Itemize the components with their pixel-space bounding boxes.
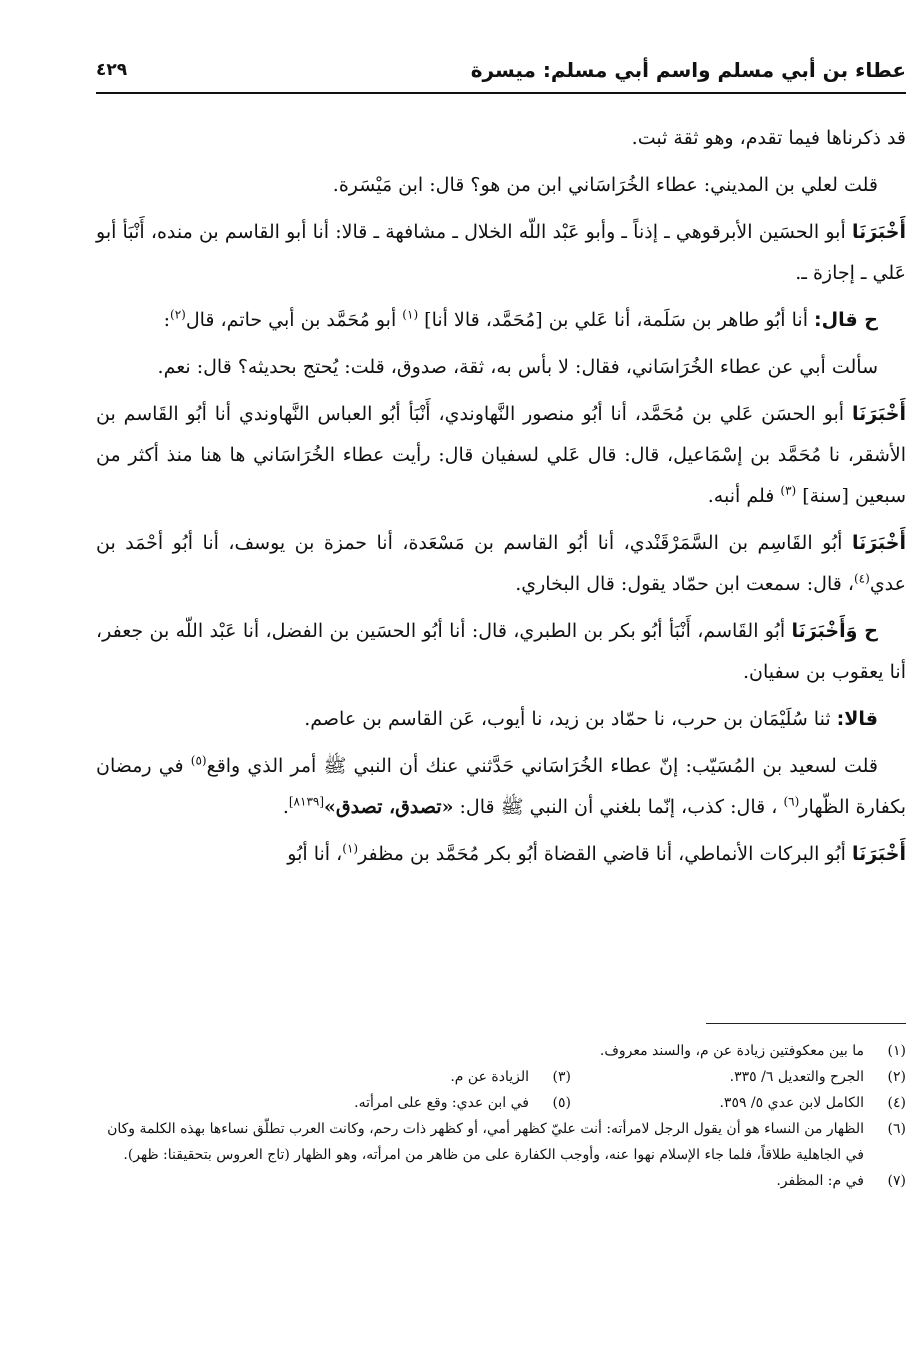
- footnote-text: الكامل لابن عدي ٥/ ٣٥٩.: [719, 1095, 864, 1111]
- isnad-keyword: ح وَأَخْبَرَنَا: [791, 620, 878, 642]
- paragraph: [96, 300, 906, 341]
- footnote-text: الجرح والتعديل ٦/ ٣٣٥.: [729, 1069, 864, 1085]
- paragraph-text: أبُو القَاسم، أَنْبَأ أبُو بكر بن الطبري، قال: أنا أبُو الحسَين بن الفضل، أنا عَبْد اللّه بن جعفر، أنا يعقوب بن سفيان.: [96, 620, 906, 683]
- paragraph: [96, 834, 906, 875]
- paragraph-text: ثنا سُلَيْمَان بن حرب، نا حمّاد بن زيد، نا أيوب، عَن القاسم بن عاصم.: [304, 708, 831, 730]
- footnote: [96, 1168, 906, 1194]
- paragraph-text: أبُو البركات الأنماطي، أنا قاضي القضاة أبُو بكر مُحَمَّد بن مظفر: [358, 843, 846, 865]
- footnote-text: في ابن عدي: وقع على امرأته.: [354, 1095, 529, 1111]
- paragraph-text: في رمضان بكفارة الظّهار: [96, 755, 906, 818]
- footnote: [571, 1090, 906, 1116]
- paragraph-text: ، أنا أبُو: [287, 843, 343, 865]
- footnote-text: الظهار من النساء هو أن يقول الرجل لامرأته: أنت عليّ كظهر أمي، أو كظهر ذات رحم، وكانت العرب تطلّق نساءها بهذه الكلمة وكان في الجاهلية طلاقاً، فلما جاء الإسلام نهوا عنه، وأوجب الكفارة على من ظاهر من امرأته، وهو الظهار (تاج العروس بتحقيقنا: ظهر).: [107, 1121, 864, 1163]
- paragraph: [96, 347, 906, 388]
- footnote-number: (٥): [552, 1095, 571, 1111]
- footnote: [571, 1064, 906, 1090]
- running-title: عطاء بن أبي مسلم واسم أبي مسلم: ميسرة: [470, 58, 906, 82]
- footnote: [450, 1064, 571, 1090]
- paragraph: [96, 699, 906, 740]
- isnad-keyword: أَخْبَرَنَا: [851, 403, 906, 425]
- footnote-ref: (١): [342, 841, 359, 856]
- footnote: [96, 1038, 906, 1064]
- footnote-number: (١): [887, 1043, 906, 1059]
- paragraph-text: ، قال: كذب، إنّما بلغني أن النبي ﷺ قال:: [459, 796, 778, 818]
- isnad-keyword: قالا:: [836, 708, 878, 730]
- paragraph-text: قد ذكرناها فيما تقدم، وهو ثقة ثبت.: [631, 127, 906, 149]
- paragraph-text: سألت أبي عن عطاء الخُرَاسَاني، فقال: لا بأس به، ثقة، صدوق، قلت: يُحتج بحديثه؟ قال: نعم.: [157, 356, 878, 378]
- footnote-ref: (١): [402, 307, 419, 322]
- footnote-text: ما بين معكوفتين زيادة عن م، والسند معروف.: [599, 1043, 864, 1059]
- footnote-ref: (٢): [170, 307, 186, 322]
- prophetic-quote: «تصدق، تصدق»: [324, 796, 454, 818]
- footnote-number: (٢): [887, 1069, 906, 1085]
- isnad-keyword: أَخْبَرَنَا: [851, 221, 906, 243]
- paragraph: [96, 212, 906, 294]
- footnote: [96, 1116, 906, 1168]
- footnote-number: (٦): [887, 1121, 906, 1137]
- paragraph-text: :: [163, 309, 170, 331]
- paragraph-text: قلت لسعيد بن المُسَيّب: إنّ عطاء الخُرَاسَاني حَدَّثني عنك أن النبي ﷺ أمر الذي واقع: [206, 755, 879, 777]
- footnote-number: (٧): [887, 1173, 906, 1189]
- footnote-divider: [706, 1023, 906, 1024]
- footnote-row: [96, 1064, 906, 1090]
- isnad-keyword: أَخْبَرَنَا: [851, 532, 906, 554]
- page-header: [96, 52, 906, 94]
- footnote-number: (٣): [552, 1069, 571, 1085]
- footnote-text: الزيادة عن م.: [450, 1069, 529, 1085]
- footnotes: [96, 1038, 906, 1194]
- hadith-number: [٨١٣٩]: [288, 794, 325, 809]
- isnad-keyword: ح قال:: [814, 309, 878, 331]
- paragraph: [96, 523, 906, 605]
- page-number: ٤٢٩: [96, 60, 128, 80]
- paragraph-text: أبو مُحَمَّد بن أبي حاتم، قال: [185, 309, 397, 331]
- paragraph: [96, 611, 906, 693]
- paragraph-text: .: [282, 796, 289, 818]
- paragraph-text: أنا أبُو طاهر بن سَلَمة، أنا عَلي بن [مُحَمَّد، قالا أنا]: [424, 309, 808, 331]
- paragraph-text: فلم أنبه.: [707, 485, 775, 507]
- footnote-row: [96, 1090, 906, 1116]
- paragraph: [96, 746, 906, 828]
- isnad-keyword: أَخْبَرَنَا: [851, 843, 906, 865]
- footnote-text: في م: المظفر.: [776, 1173, 864, 1189]
- footnote-ref: (٥): [190, 753, 207, 768]
- footnote-ref: (٤): [853, 571, 870, 586]
- footnote-number: (٤): [887, 1095, 906, 1111]
- paragraph-text: ، قال: سمعت ابن حمّاد يقول: قال البخاري.: [515, 573, 854, 595]
- paragraph: [96, 165, 906, 206]
- paragraph-text: أبو الحسَن عَلي بن مُحَمَّد، أنا أبُو منصور النَّهاوندي، أَنْبَأ أبُو العباس النَّهاوندي أنا أبُو القَاسم بن الأشقر، نا مُحَمَّد بن إسْمَاعيل، قال: قال عَلي لسفيان قال: رأيت عطاء الخُرَاسَاني ها هنا منذ أكثر من سبعين [سنة]: [96, 403, 906, 507]
- paragraph-text: قلت لعلي بن المديني: عطاء الخُرَاسَاني ابن من هو؟ قال: ابن مَيْسَرة.: [332, 174, 878, 196]
- paragraph-text: أبو الحسَين الأبرقوهي ـ إذناً ـ وأبو عَبْد اللّه الخلال ـ مشافهة ـ قالا: أنا أبو القاسم بن منده، أَنْبَأ أبو عَلي ـ إجازة ـ.: [96, 221, 906, 284]
- main-text: [96, 118, 906, 881]
- paragraph-text: أبُو القَاسِم بن السَّمَرْقَنْدي، أنا أبُو القاسم بن مَسْعَدة، أنا حمزة بن يوسف، أنا أبُو أحْمَد بن عدي: [96, 532, 906, 595]
- paragraph: [96, 118, 906, 159]
- paragraph: [96, 394, 906, 517]
- footnote-ref: (٦): [783, 794, 800, 809]
- footnote: [354, 1090, 571, 1116]
- footnote-ref: (٣): [780, 483, 797, 498]
